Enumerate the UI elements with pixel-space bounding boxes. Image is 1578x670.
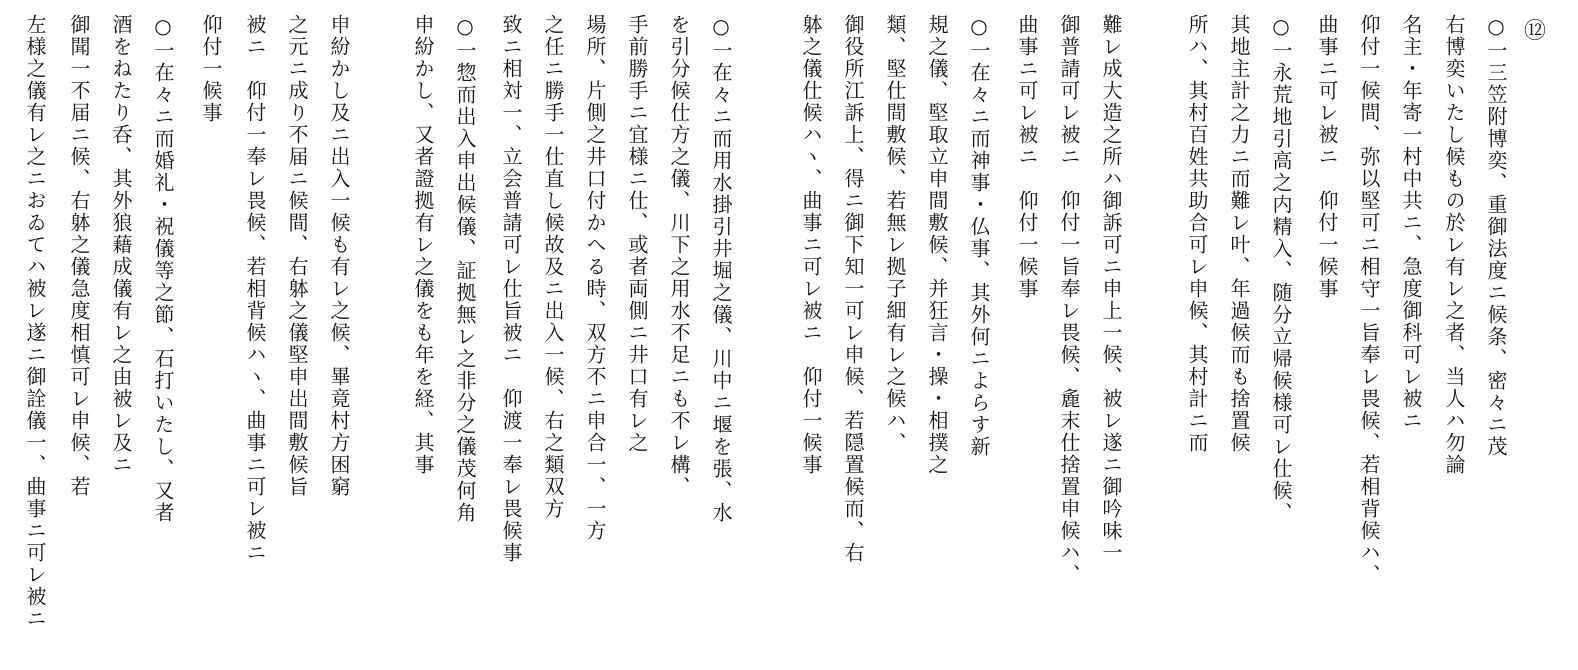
text-column: ○一在々ニ而婚礼・祝儀等之節、石打いたし、又者: [151, 14, 175, 524]
text-column: 曲事ニ可レ被ニ 仰付一候事: [1015, 14, 1039, 300]
text-column: 右博奕いたし候もの於レ有レ之者、当人ハ勿論: [1442, 14, 1466, 476]
text-column: 御役所江訴上、得ニ御下知一可レ申候、若隠置候而、右: [841, 14, 865, 564]
text-column: 名主・年寄一村中共ニ、急度御科可レ被ニ: [1399, 14, 1423, 432]
text-column: 仰付一候事: [199, 14, 223, 124]
text-column: 左様之儀有レ之ニおゐてハ被レ遂ニ御詮儀一、曲事ニ可レ被ニ: [23, 14, 47, 630]
text-column: 手前勝手ニ宜様ニ仕、或者両側ニ井口有レ之: [625, 14, 649, 454]
text-column: 類、堅仕間敷候、若無レ拠子細有レ之候ハ、: [883, 14, 907, 454]
text-column: 酒をねたり呑、其外狼藉成儀有レ之由被レ及ニ: [109, 14, 133, 476]
text-column: 難レ成大造之所ハ御訴可ニ申上一候、被レ遂ニ御吟味一: [1099, 14, 1123, 564]
text-column: 之元ニ成り不届ニ候間、右躰之儀堅申出間敷候旨: [285, 14, 309, 498]
text-column: 御普請可レ被ニ 仰付一旨奉レ畏候、麁末仕捨置申候ハ、: [1057, 14, 1081, 586]
text-column: 申紛かし、又者證拠有レ之儀をも年を経、其事: [411, 14, 435, 476]
text-column: 致ニ相対一、立会普請可レ仕旨被ニ 仰渡一奉レ畏候事: [499, 14, 523, 564]
text-column: 之任ニ勝手一仕直し候故及ニ出入一候、右之類双方: [541, 14, 565, 520]
text-column: 其地主計之力ニ而難レ叶、年過候而も捨置候: [1227, 14, 1251, 454]
text-column: 被ニ 仰付一奉レ畏候、若相背候ハヽ、曲事ニ可レ被ニ: [243, 14, 267, 564]
text-column: ○一在々ニ而神事・仏事、其外何ニよらす新: [967, 14, 991, 458]
text-column: 規之儀、堅取立申間敷候、并狂言・操・相撲之: [925, 14, 949, 476]
text-column: ○一永荒地引高之内精入、随分立帰候様可レ仕候、: [1269, 14, 1293, 524]
page-number: ⑫: [1524, 19, 1547, 44]
text-column: ○一三笠附博奕、重御法度ニ候条、密々ニ茂: [1484, 14, 1508, 458]
text-column: 曲事ニ可レ被ニ 仰付一候事: [1315, 14, 1339, 300]
text-column: ○一惣而出入申出候儀、証拠無レ之非分之儀茂何角: [453, 14, 477, 524]
text-column: 場所、片側之井口付かへる時、双方不ニ申合一、一方: [583, 14, 607, 542]
text-column: 申紛かし及ニ出入一候も有レ之候、畢竟村方困窮: [327, 14, 351, 498]
text-column: 御聞一不届ニ候、右躰之儀急度相慎可レ申候、若: [67, 14, 91, 498]
text-column: 所ハ、其村百姓共助合可レ申候、其村計ニ而: [1185, 14, 1209, 454]
text-column: を引分候仕方之儀、川下之用水不足ニも不レ構、: [667, 14, 691, 498]
text-column: 躰之儀仕候ハヽ、曲事ニ可レ被ニ 仰付一候事: [799, 14, 823, 476]
text-column: ○一在々ニ而用水掛引井堀之儀、川中ニ堰を張、水: [709, 14, 733, 524]
text-column: 仰付一候間、弥以堅可ニ相守一旨奉レ畏候、若相背候ハ、: [1357, 14, 1381, 586]
